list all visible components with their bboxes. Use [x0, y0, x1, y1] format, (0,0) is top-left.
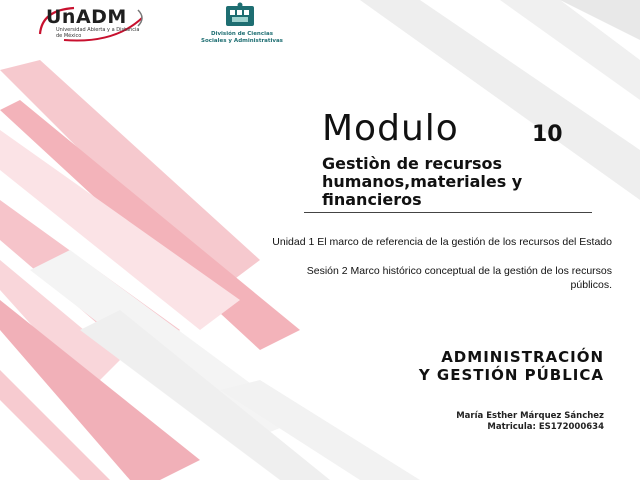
student-info [380, 411, 604, 433]
student-name: María Esther Márquez Sánchez [456, 411, 604, 421]
division-logo [188, 2, 296, 44]
unit-label: Unidad 1 El marco de referencia de la gestión de los recursos del Estado [272, 236, 612, 248]
subject-title: Gestiòn de recursos humanos,materiales y financieros [322, 154, 523, 209]
module-title: Modulo [322, 108, 459, 149]
module-number: 10 [532, 122, 563, 147]
unadm-logo [34, 4, 146, 44]
career-line-1: ADMINISTRACIÓN [441, 348, 604, 366]
unadm-logo-subtitle: Universidad Abierta y a Distancia de México [56, 27, 140, 39]
student-id: Matricula: ES172000634 [487, 422, 604, 432]
career-name [330, 348, 604, 384]
session-label: Sesión 2 Marco histórico conceptual de la gestión de los recursos públicos. [306, 265, 612, 291]
division-emblem-icon [222, 2, 258, 30]
division-logo-line1: División de Ciencias [211, 31, 273, 37]
division-logo-line2: Sociales y Administrativas [201, 37, 283, 44]
title-divider [304, 212, 592, 213]
career-line-2: Y GESTIÓN PÚBLICA [418, 366, 604, 384]
unadm-logo-text: UnADM [46, 6, 127, 28]
